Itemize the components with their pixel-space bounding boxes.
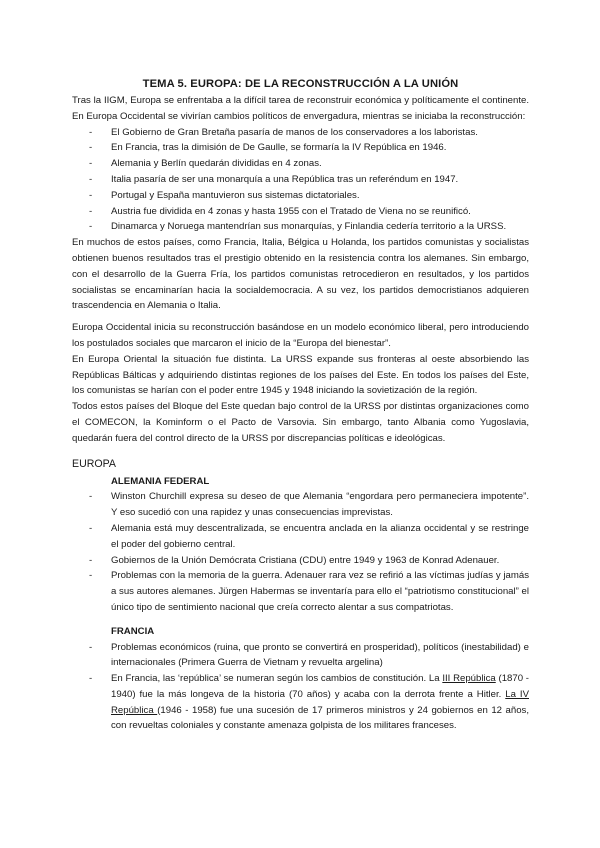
intro-paragraph: Tras la IIGM, Europa se enfrentaba a la difícil tarea de reconstruir económica y políticamente el continente. En Europa Occidental se vivirían cambios políticos de envergadura, mientras se iniciaba la reconstrucción: (72, 95, 529, 122)
underlined-term-iii-republica: III República (442, 673, 496, 685)
france-list (72, 640, 529, 735)
list-item: - Gobiernos de la Unión Demócrata Cristiana (CDU) entre 1949 y 1963 de Konrad Adenauer. (72, 553, 529, 569)
list-item: - En Francia, tras la dimisión de De Gaulle, se formaría la IV República en 1946. (72, 140, 529, 156)
list-item: - Problemas económicos (ruina, que pronto se convertirá en prosperidad), políticos (inestabilidad) e internacionales (Primera Guerra de Vietnam y revuelta argelina) (72, 640, 529, 672)
list-item: - Dinamarca y Noruega mantendrían sus monarquías, y Finlandia cedería territorio a la URSS. (72, 219, 529, 235)
list-item (72, 671, 529, 734)
text-run: (1946 - 1958) fue una sucesión de 17 primeros ministros y 24 gobiernos en 12 años, con revueltas coloniales y constante amenaza golpista de los militares franceses. (111, 704, 529, 732)
eastern-europe-paragraph: En Europa Oriental la situación fue distinta. La URSS expande sus fronteras al oeste absorbiendo las Repúblicas Bálticas y adquiriendo distintas regiones de los países del Este. En todos los países del Este, los comunistas se harían con el poder entre 1945 y 1948 iniciando la sovietización de la región. (72, 353, 529, 397)
list-item: - Portugal y España mantuvieron sus sistemas dictatoriales. (72, 188, 529, 204)
list-item: - Alemania está muy descentralizada, se encuentra anclada en la alianza occidental y se restringe el poder del gobierno central. (72, 521, 529, 553)
underlined-term-iv-republica: La IV República (111, 688, 529, 716)
section-heading-europa: EUROPA (72, 457, 116, 470)
changes-list (72, 125, 529, 236)
list-item: - El Gobierno de Gran Bretaña pasaría de manos de los conservadores a los laboristas. (72, 125, 529, 141)
western-europe-paragraph: Europa Occidental inicia su reconstrucción basándose en un modelo económico liberal, pero introduciendo los postulados sociales que marcaron el inicio de la “Europa del bienestar”. (72, 322, 529, 349)
text-run: (1870 - 1940) fue la más longeva de la historia (70 años) y acaba con la derrota frente a Hitler. (111, 673, 529, 700)
list-item: - Alemania y Berlín quedarán divididas en 4 zonas. (72, 156, 529, 172)
list-item: - Austria fue dividida en 4 zonas y hasta 1955 con el Tratado de Viena no se reunificó. (72, 204, 529, 220)
text-run: En Francia, las ‘república’ se numeran según los cambios de constitución. La (111, 673, 443, 685)
page-title: TEMA 5. EUROPA: DE LA RECONSTRUCCIÓN A LA UNIÓN (142, 78, 459, 90)
subsection-heading-germany: ALEMANIA FEDERAL (111, 475, 210, 487)
list-item: - Problemas con la memoria de la guerra. Adenauer rara vez se refirió a las víctimas judías y jamás a sus autores alemanes. Jürgen Habermas se inventaría para ello el “patriotismo constitucional” el único tipo de sentimiento nacional que creía correcto alentar a sus compatriotas. (72, 568, 529, 615)
germany-list (72, 489, 529, 615)
eastern-bloc-paragraph: Todos estos países del Bloque del Este quedan bajo control de la URSS por distintas organizaciones como el COMECON, la Kominform o el Pacto de Varsovia. Sin embargo, tanto Albania como Yugoslavia, quedarán fuera del control directo de la URSS por discrepancias políticas e ideológicas. (72, 401, 529, 444)
parties-paragraph: En muchos de estos países, como Francia, Italia, Bélgica u Holanda, los partidos comunistas y socialistas obtienen buenos resultados tras el prestigio obtenido en la resistencia contra los alemanes. Sin embargo, con el desarrollo de la Guerra Fría, los partidos comunistas retrocedieron en resultados, y los partidos socialistas se encaminarían hacia la socialdemocracia. A su vez, los partidos democristianos adquieren trascendencia en Alemania o Italia. (72, 237, 529, 312)
subsection-heading-france: FRANCIA (111, 625, 155, 637)
list-item: - Italia pasaría de ser una monarquía a una República tras un referéndum en 1947. (72, 172, 529, 188)
list-item: - Winston Churchill expresa su deseo de que Alemania “engordara pero permaneciera impotente”. Y eso sucedió con una rapidez y unas consecuencias imprevistas. (72, 489, 529, 521)
